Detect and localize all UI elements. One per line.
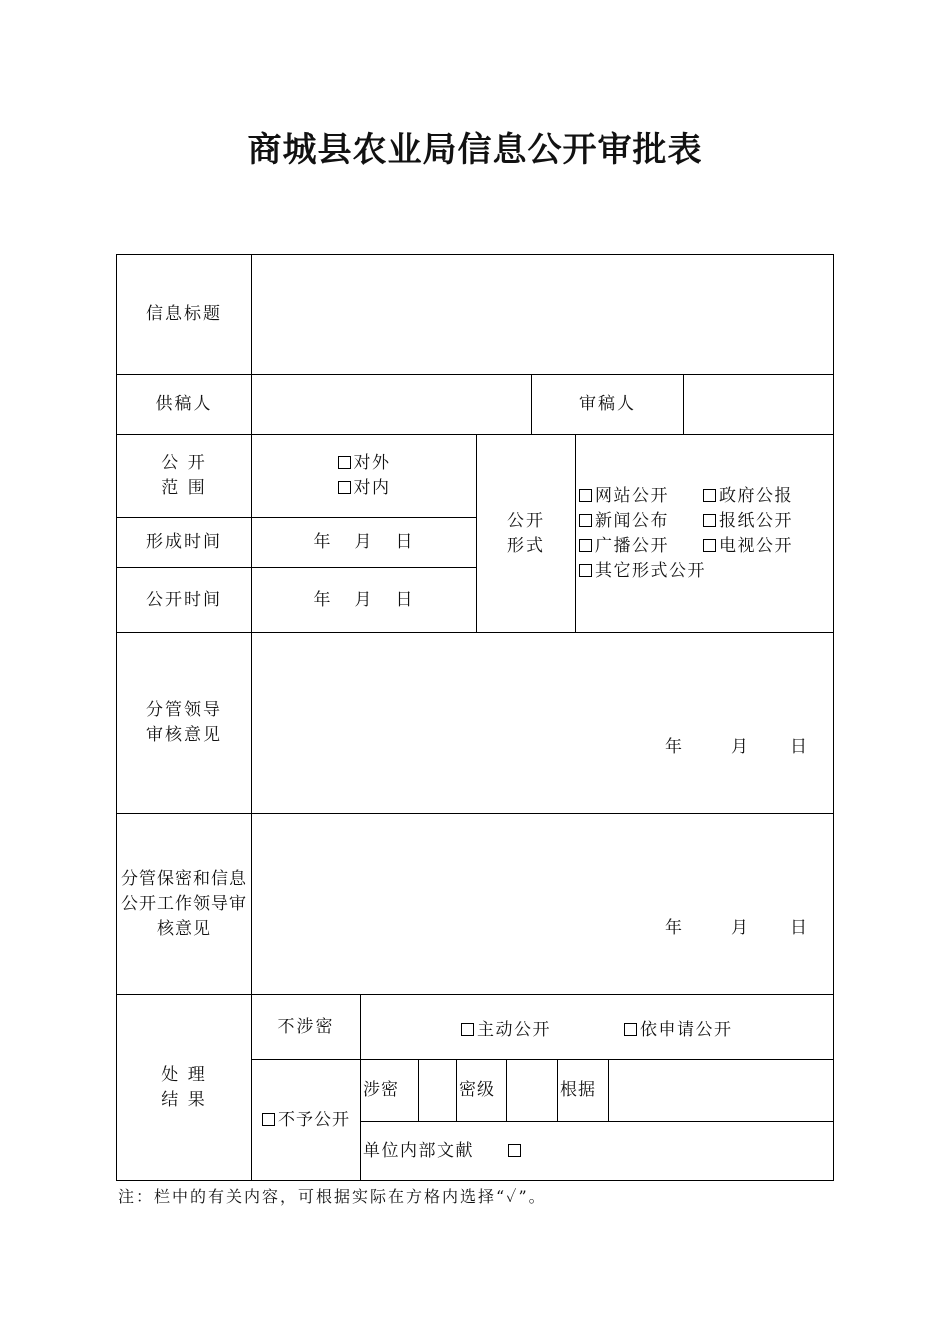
checkbox[interactable] <box>703 539 716 552</box>
public-time-label: 公开时间 <box>146 589 222 610</box>
form-option-press[interactable] <box>579 509 703 534</box>
day-label: 日 <box>395 589 415 610</box>
form-options-row <box>579 534 833 559</box>
year-label: 年 <box>313 532 333 552</box>
day-label: 日 <box>790 737 807 757</box>
checkbox[interactable] <box>624 1023 637 1036</box>
basis-field[interactable] <box>609 1060 833 1121</box>
option-label: 其它形式公开 <box>595 561 706 581</box>
info-title-field[interactable] <box>252 255 833 374</box>
form-option-other[interactable] <box>579 561 706 581</box>
form-option-website[interactable] <box>579 484 703 509</box>
option-label: 对外 <box>353 453 391 473</box>
checkbox[interactable] <box>579 539 592 552</box>
info-title-label: 信息标题 <box>146 304 222 324</box>
basis-label: 根据 <box>560 1080 596 1100</box>
provider-field[interactable] <box>252 375 531 434</box>
scope-label-line: 公 开 <box>161 453 207 473</box>
result-option-active[interactable] <box>461 1015 551 1040</box>
secret-level-field[interactable] <box>507 1060 557 1121</box>
secrecy-review-label-line: 核意见 <box>157 918 211 939</box>
leader-review-label <box>117 633 251 813</box>
public-time-field[interactable] <box>252 568 476 632</box>
form-options-row <box>579 559 833 584</box>
leader-review-label-line: 审核意见 <box>146 725 222 745</box>
checkbox[interactable] <box>703 489 716 502</box>
divider <box>456 1059 457 1121</box>
option-label: 新闻公布 <box>595 511 669 531</box>
result-label <box>117 995 251 1180</box>
form-option-radio[interactable] <box>579 534 703 559</box>
option-label: 依申请公开 <box>640 1020 733 1040</box>
checkbox[interactable] <box>262 1113 275 1126</box>
secrecy-review-label <box>117 814 251 994</box>
option-label: 电视公开 <box>719 536 793 556</box>
checkbox[interactable] <box>579 514 592 527</box>
footnote: 注：栏中的有关内容，可根据实际在方格内选择“✓”。 <box>118 1187 547 1206</box>
formed-time-label: 形成时间 <box>146 532 222 552</box>
divider <box>557 1059 558 1121</box>
scope-label <box>117 435 251 517</box>
result-label-line: 处 理 <box>161 1064 207 1085</box>
reviewer-field[interactable] <box>684 375 833 434</box>
form-option-tv[interactable] <box>703 536 793 556</box>
public-form-label-line: 公开 <box>507 510 545 531</box>
day-label: 日 <box>395 532 415 552</box>
scope-option-external[interactable] <box>338 451 391 476</box>
checkbox[interactable] <box>508 1144 521 1157</box>
secret-label: 涉密 <box>363 1080 399 1100</box>
month-label: 月 <box>354 532 374 552</box>
divider <box>575 434 576 632</box>
checkbox[interactable] <box>579 489 592 502</box>
result-label-line: 结 果 <box>161 1089 207 1110</box>
secrecy-review-field[interactable] <box>252 814 833 994</box>
option-label: 报纸公开 <box>719 511 793 531</box>
form-option-gazette[interactable] <box>703 486 793 506</box>
checkbox[interactable] <box>338 481 351 494</box>
scope-options <box>252 435 476 517</box>
secrecy-review-label-line: 分管保密和信息 <box>121 868 247 889</box>
month-label: 月 <box>354 589 374 610</box>
option-label: 主动公开 <box>477 1020 551 1040</box>
scope-label-line: 范 围 <box>161 478 207 498</box>
option-label: 广播公开 <box>595 536 669 556</box>
secret-level-label: 密级 <box>459 1080 495 1100</box>
public-form-label-line: 形式 <box>507 535 545 556</box>
option-label: 政府公报 <box>719 486 793 506</box>
month-label: 月 <box>731 918 748 938</box>
year-label: 年 <box>665 737 682 757</box>
leader-review-label-line: 分管领导 <box>146 700 222 720</box>
checkbox[interactable] <box>338 456 351 469</box>
checkbox[interactable] <box>461 1023 474 1036</box>
leader-review-field[interactable] <box>252 633 833 813</box>
provider-label: 供稿人 <box>155 394 213 414</box>
form-options-row <box>579 509 833 534</box>
reviewer-label: 审稿人 <box>579 394 636 414</box>
not-secret-label: 不涉密 <box>277 1016 335 1037</box>
result-option-apply[interactable] <box>624 1015 733 1040</box>
year-label: 年 <box>665 918 682 938</box>
secret-field[interactable] <box>419 1060 456 1121</box>
internal-doc-option[interactable] <box>363 1122 563 1180</box>
public-form-options <box>579 484 833 584</box>
form-option-newspaper[interactable] <box>703 511 793 531</box>
option-label: 网站公开 <box>595 486 669 506</box>
internal-doc-label: 单位内部文献 <box>363 1140 474 1161</box>
approval-form <box>116 254 834 1181</box>
form-options-row <box>579 484 833 509</box>
public-form-label <box>477 435 575 632</box>
formed-time-field[interactable] <box>252 518 476 567</box>
checkbox[interactable] <box>579 564 592 577</box>
secrecy-review-label-line: 公开工作领导审 <box>121 893 247 914</box>
scope-option-internal[interactable] <box>338 476 391 501</box>
year-label: 年 <box>313 589 333 610</box>
day-label: 日 <box>790 918 807 938</box>
checkbox[interactable] <box>703 514 716 527</box>
option-label: 不予公开 <box>278 1109 350 1130</box>
result-option-not-public[interactable] <box>252 1060 360 1180</box>
month-label: 月 <box>731 737 748 757</box>
page-title: 商城县农业局信息公开审批表 <box>247 130 703 170</box>
option-label: 对内 <box>353 478 391 498</box>
divider <box>360 994 361 1180</box>
